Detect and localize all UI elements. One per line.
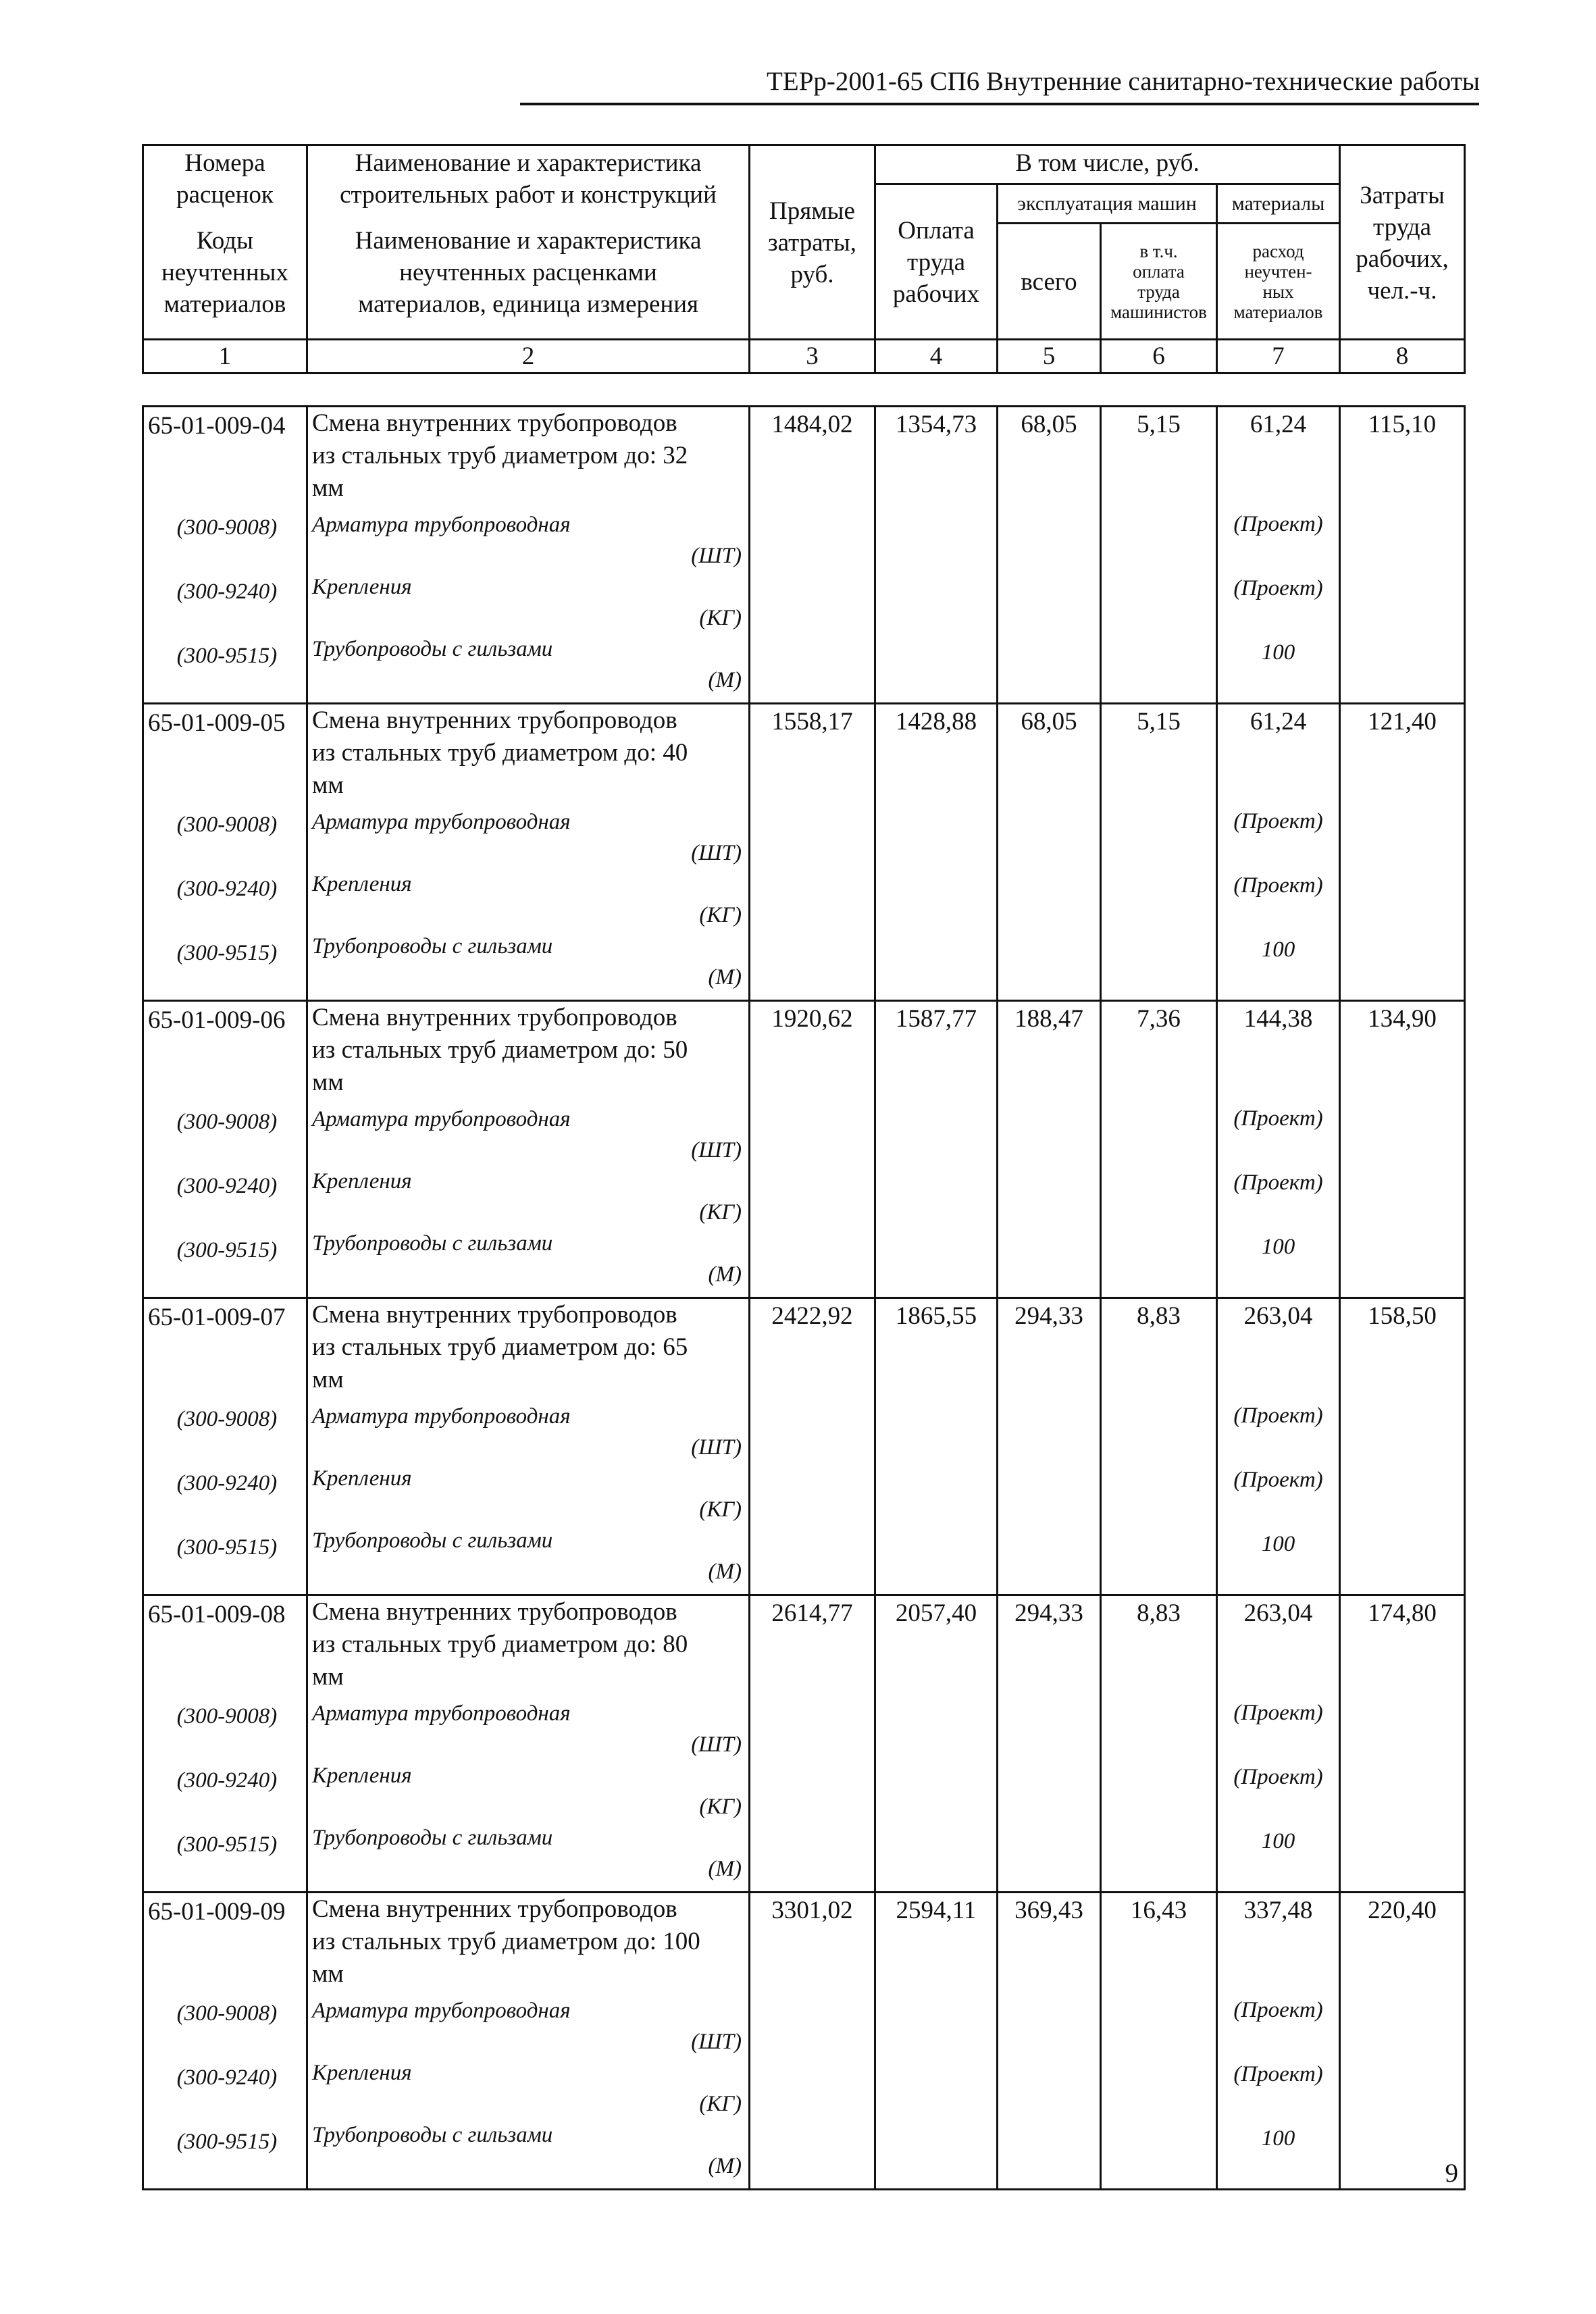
labor-pay: 1354,73 xyxy=(895,411,977,438)
head-col1-bottom-line2: неучтенных xyxy=(161,258,288,286)
rate-name xyxy=(312,1893,742,1993)
labor-hours-cell xyxy=(1340,704,1465,1001)
labor-pay: 2594,11 xyxy=(896,1897,977,1924)
labor-hours: 174,80 xyxy=(1368,1599,1437,1627)
head-col1-top xyxy=(143,145,307,224)
material-unit: (ШТ) xyxy=(691,1732,742,1757)
material-code: (300-9240) xyxy=(176,1471,278,1495)
direct-costs-cell xyxy=(750,1893,875,2190)
materials-cost-cell xyxy=(1217,1001,1340,1298)
rate-name-line: Смена внутренних трубопроводов xyxy=(312,1598,677,1626)
material-line xyxy=(312,1696,742,1758)
head-col6-line3: труда xyxy=(1137,281,1180,302)
rate-name xyxy=(312,407,742,507)
material-line xyxy=(312,2117,742,2180)
material-line xyxy=(312,1461,742,1523)
head-col3-line3: руб. xyxy=(790,261,834,288)
head-num-5: 5 xyxy=(998,340,1101,374)
operators-pay-cell xyxy=(1101,1001,1217,1298)
direct-costs: 1558,17 xyxy=(771,708,853,736)
table-row xyxy=(143,1893,1465,2190)
material-name: Крепления xyxy=(312,872,412,896)
material-line xyxy=(312,804,742,867)
material-code: (300-9008) xyxy=(176,1704,278,1728)
materials-cost: 337,48 xyxy=(1243,1897,1313,1924)
machines-total-cell xyxy=(998,704,1101,1001)
material-line xyxy=(312,1758,742,1820)
material-name: Крепления xyxy=(312,2061,412,2085)
rate-description-cell xyxy=(307,1893,750,2190)
rate-description-cell xyxy=(307,1595,750,1893)
operators-pay: 5,15 xyxy=(1137,411,1181,438)
head-col3-line1: Прямые xyxy=(769,197,855,225)
material-unit: (КГ) xyxy=(699,2092,742,2116)
material-value: (Проект) xyxy=(1233,1171,1323,1195)
rate-code: 65-01-009-08 xyxy=(148,1601,286,1628)
head-num-7: 7 xyxy=(1217,340,1340,374)
direct-costs-cell xyxy=(750,1595,875,1893)
operators-pay-cell xyxy=(1101,1298,1217,1595)
labor-hours: 121,40 xyxy=(1368,708,1437,736)
head-col2-bottom-line2: неучтенных расценками xyxy=(399,258,657,286)
material-value: (Проект) xyxy=(1233,809,1323,833)
material-value: (Проект) xyxy=(1233,1106,1323,1131)
direct-costs: 2614,77 xyxy=(771,1599,853,1627)
head-col1-top-line1: Номера xyxy=(184,149,265,177)
head-col1-bottom-line1: Коды xyxy=(197,226,253,255)
material-code: (300-9240) xyxy=(176,1174,278,1198)
head-including: В том числе, руб. xyxy=(875,145,1340,184)
operators-pay: 5,15 xyxy=(1137,708,1181,736)
machines-total: 294,33 xyxy=(1014,1599,1083,1627)
head-col6-line2: оплата xyxy=(1133,261,1185,282)
material-value: (Проект) xyxy=(1233,1404,1323,1428)
labor-pay: 1587,77 xyxy=(895,1005,977,1033)
material-line xyxy=(312,569,742,632)
head-col2-top xyxy=(307,145,750,224)
direct-costs-cell xyxy=(750,407,875,704)
rate-description-cell xyxy=(307,1298,750,1595)
material-line xyxy=(312,1993,742,2055)
direct-costs: 2422,92 xyxy=(771,1302,853,1330)
head-col5: всего xyxy=(998,224,1101,340)
labor-pay: 1428,88 xyxy=(895,708,977,736)
material-unit: (КГ) xyxy=(699,903,742,927)
material-line xyxy=(312,1164,742,1226)
rate-code: 65-01-009-07 xyxy=(148,1304,286,1331)
head-num-1: 1 xyxy=(143,340,307,374)
material-value: 100 xyxy=(1261,1235,1295,1259)
operators-pay-cell xyxy=(1101,407,1217,704)
head-col8-line3: рабочих, xyxy=(1356,245,1449,273)
material-unit: (М) xyxy=(708,965,742,989)
material-unit: (М) xyxy=(708,1262,742,1287)
material-line xyxy=(312,929,742,991)
material-code: (300-9515) xyxy=(176,644,278,668)
machines-total: 369,43 xyxy=(1014,1897,1083,1924)
material-line xyxy=(312,1523,742,1585)
rate-code: 65-01-009-04 xyxy=(148,412,286,440)
labor-hours: 158,50 xyxy=(1368,1302,1437,1330)
materials-cost: 61,24 xyxy=(1250,708,1307,736)
operators-pay: 8,83 xyxy=(1137,1302,1181,1330)
material-line xyxy=(312,1820,742,1882)
labor-pay-cell xyxy=(875,407,998,704)
machines-total-cell xyxy=(998,1893,1101,2190)
direct-costs: 1920,62 xyxy=(771,1005,853,1033)
material-unit: (М) xyxy=(708,1857,742,1881)
head-col4-line1: Оплата xyxy=(898,217,975,245)
table-row xyxy=(143,704,1465,1001)
materials-cost-cell xyxy=(1217,1595,1340,1893)
rate-name-line: из стальных труб диаметром до: 65 xyxy=(312,1333,688,1361)
material-unit: (КГ) xyxy=(699,1497,742,1522)
rate-code: 65-01-009-05 xyxy=(148,709,286,737)
labor-pay-cell xyxy=(875,1001,998,1298)
material-code: (300-9240) xyxy=(176,877,278,901)
header-rule xyxy=(520,103,1479,105)
head-col3-line2: затраты, xyxy=(768,229,856,257)
rate-description-cell xyxy=(307,1001,750,1298)
materials-cost-cell xyxy=(1217,1298,1340,1595)
rate-code-cell xyxy=(143,1893,307,2190)
rate-code-cell xyxy=(143,1001,307,1298)
head-machines: эксплуатация машин xyxy=(998,184,1217,224)
machines-total: 68,05 xyxy=(1021,411,1077,438)
table-row xyxy=(143,1595,1465,1893)
material-code: (300-9008) xyxy=(176,1407,278,1431)
labor-pay-cell xyxy=(875,1893,998,2190)
head-col8-line4: чел.-ч. xyxy=(1367,276,1437,305)
rate-name-line: мм xyxy=(312,474,344,502)
material-name: Трубопроводы с гильзами xyxy=(312,1231,553,1256)
materials-cost-cell xyxy=(1217,407,1340,704)
material-value: (Проект) xyxy=(1233,2062,1323,2086)
rate-name-line: Смена внутренних трубопроводов xyxy=(312,1895,677,1923)
head-col6 xyxy=(1101,224,1217,340)
materials-cost: 263,04 xyxy=(1243,1599,1313,1627)
rate-name-line: Смена внутренних трубопроводов xyxy=(312,706,677,734)
material-code: (300-9008) xyxy=(176,515,278,540)
document-title: ТЕРр-2001-65 СП6 Внутренние санитарно-технические работы xyxy=(767,67,1480,96)
machines-total: 294,33 xyxy=(1014,1302,1083,1330)
material-value: 100 xyxy=(1261,1829,1295,1853)
material-code: (300-9515) xyxy=(176,2130,278,2154)
table-row xyxy=(143,407,1465,704)
material-unit: (КГ) xyxy=(699,1200,742,1225)
rate-name-line: из стальных труб диаметром до: 32 xyxy=(312,442,688,469)
material-unit: (М) xyxy=(708,1560,742,1584)
machines-total: 68,05 xyxy=(1021,708,1077,736)
materials-cost-cell xyxy=(1217,704,1340,1001)
material-value: (Проект) xyxy=(1233,512,1323,536)
rate-name-line: мм xyxy=(312,1960,344,1988)
operators-pay: 7,36 xyxy=(1137,1005,1181,1033)
head-col2-top-line1: Наименование и характеристика xyxy=(355,149,702,177)
head-num-2: 2 xyxy=(307,340,750,374)
head-col4-line3: рабочих xyxy=(892,280,980,308)
material-value: 100 xyxy=(1261,2126,1295,2151)
head-col1-top-line2: расценок xyxy=(176,181,274,209)
materials-cost: 144,38 xyxy=(1243,1005,1313,1033)
labor-hours-cell xyxy=(1340,1595,1465,1893)
rate-code: 65-01-009-09 xyxy=(148,1898,286,1926)
rate-name-line: из стальных труб диаметром до: 50 xyxy=(312,1036,688,1064)
rate-name xyxy=(312,1596,742,1696)
head-col7-line2: неучтен- xyxy=(1244,261,1312,282)
head-col2-bottom-line1: Наименование и характеристика xyxy=(355,226,702,255)
material-code: (300-9240) xyxy=(176,2065,278,2090)
head-materials: материалы xyxy=(1217,184,1340,224)
material-unit: (ШТ) xyxy=(691,544,742,568)
material-value: 100 xyxy=(1261,640,1295,665)
rate-name xyxy=(312,704,742,804)
head-col3 xyxy=(750,145,875,340)
rate-name-line: Смена внутренних трубопроводов xyxy=(312,409,677,437)
rate-name xyxy=(312,1299,742,1399)
head-num-3: 3 xyxy=(750,340,875,374)
material-code: (300-9515) xyxy=(176,1238,278,1262)
material-value: (Проект) xyxy=(1233,1701,1323,1725)
material-value: (Проект) xyxy=(1233,873,1323,898)
material-unit: (ШТ) xyxy=(691,841,742,865)
material-code: (300-9240) xyxy=(176,580,278,604)
labor-hours: 115,10 xyxy=(1368,411,1437,438)
operators-pay-cell xyxy=(1101,1595,1217,1893)
material-name: Крепления xyxy=(312,1169,412,1193)
labor-hours-cell xyxy=(1340,1298,1465,1595)
rate-name-line: Смена внутренних трубопроводов xyxy=(312,1301,677,1329)
material-value: 100 xyxy=(1261,937,1295,962)
machines-total-cell xyxy=(998,1001,1101,1298)
head-col4 xyxy=(875,184,998,340)
material-name: Трубопроводы с гильзами xyxy=(312,2123,553,2147)
head-col8 xyxy=(1340,145,1465,340)
material-unit: (ШТ) xyxy=(691,1435,742,1460)
material-name: Арматура трубопроводная xyxy=(312,513,571,537)
labor-hours: 220,40 xyxy=(1368,1897,1437,1924)
head-col1-bottom xyxy=(143,224,307,340)
direct-costs-cell xyxy=(750,1001,875,1298)
table-row xyxy=(143,1298,1465,1595)
material-line xyxy=(312,2055,742,2117)
rate-code-cell xyxy=(143,1298,307,1595)
material-line xyxy=(312,632,742,694)
material-name: Трубопроводы с гильзами xyxy=(312,1826,553,1850)
material-name: Трубопроводы с гильзами xyxy=(312,934,553,958)
materials-cost-cell xyxy=(1217,1893,1340,2190)
operators-pay: 16,43 xyxy=(1130,1897,1187,1924)
head-num-4: 4 xyxy=(875,340,998,374)
material-name: Крепления xyxy=(312,575,412,599)
material-code: (300-9515) xyxy=(176,1832,278,1857)
material-unit: (ШТ) xyxy=(691,1138,742,1162)
machines-total-cell xyxy=(998,1595,1101,1893)
materials-cost: 61,24 xyxy=(1250,411,1307,438)
material-value: (Проект) xyxy=(1233,1468,1323,1492)
head-col7-line4: материалов xyxy=(1233,301,1323,322)
table-header xyxy=(142,144,1466,374)
head-num-8: 8 xyxy=(1340,340,1465,374)
labor-pay: 1865,55 xyxy=(895,1302,977,1330)
rate-code: 65-01-009-06 xyxy=(148,1006,286,1034)
material-code: (300-9240) xyxy=(176,1768,278,1793)
material-name: Арматура трубопроводная xyxy=(312,1404,571,1429)
material-code: (300-9008) xyxy=(176,2001,278,2026)
head-col7-line3: ных xyxy=(1262,281,1294,302)
material-unit: (М) xyxy=(708,668,742,692)
machines-total-cell xyxy=(998,1298,1101,1595)
head-col4-line2: труда xyxy=(906,249,966,276)
labor-hours-cell xyxy=(1340,1001,1465,1298)
direct-costs: 3301,02 xyxy=(771,1897,853,1924)
material-name: Трубопроводы с гильзами xyxy=(312,1528,553,1553)
rate-code-cell xyxy=(143,704,307,1001)
material-line xyxy=(312,507,742,569)
head-col2-top-line2: строительных работ и конструкций xyxy=(340,181,717,209)
labor-hours-cell xyxy=(1340,1893,1465,2190)
operators-pay-cell xyxy=(1101,1893,1217,2190)
rate-name-line: мм xyxy=(312,1366,344,1393)
rate-name-line: из стальных труб диаметром до: 40 xyxy=(312,739,688,767)
rate-name-line: мм xyxy=(312,1663,344,1691)
rate-description-cell xyxy=(307,704,750,1001)
table-row xyxy=(143,1001,1465,1298)
labor-pay-cell xyxy=(875,1298,998,1595)
material-unit: (ШТ) xyxy=(691,2030,742,2054)
labor-hours: 134,90 xyxy=(1368,1005,1437,1033)
material-name: Арматура трубопроводная xyxy=(312,1701,571,1726)
rate-name-line: мм xyxy=(312,1069,344,1096)
head-col6-line4: машинистов xyxy=(1110,301,1207,322)
rates-table xyxy=(142,405,1466,2190)
material-line xyxy=(312,1399,742,1461)
operators-pay-cell xyxy=(1101,704,1217,1001)
material-name: Арматура трубопроводная xyxy=(312,810,571,834)
material-name: Крепления xyxy=(312,1466,412,1491)
material-line xyxy=(312,1102,742,1164)
rate-name-line: из стальных труб диаметром до: 100 xyxy=(312,1928,700,1955)
labor-hours-cell xyxy=(1340,407,1465,704)
rate-description-cell xyxy=(307,407,750,704)
direct-costs-cell xyxy=(750,704,875,1001)
rate-name-line: Смена внутренних трубопроводов xyxy=(312,1004,677,1031)
material-value: (Проект) xyxy=(1233,1765,1323,1789)
rate-code-cell xyxy=(143,407,307,704)
material-value: (Проект) xyxy=(1233,576,1323,600)
head-col8-line1: Затраты xyxy=(1360,181,1445,209)
material-unit: (КГ) xyxy=(699,606,742,630)
operators-pay: 8,83 xyxy=(1137,1599,1181,1627)
head-col7 xyxy=(1217,224,1340,340)
material-unit: (КГ) xyxy=(699,1795,742,1819)
direct-costs: 1484,02 xyxy=(771,411,853,438)
material-value: (Проект) xyxy=(1233,1998,1323,2022)
rate-name-line: мм xyxy=(312,771,344,799)
rate-code-cell xyxy=(143,1595,307,1893)
head-num-6: 6 xyxy=(1101,340,1217,374)
material-name: Крепления xyxy=(312,1764,412,1788)
material-name: Арматура трубопроводная xyxy=(312,1107,571,1131)
machines-total: 188,47 xyxy=(1014,1005,1083,1033)
material-name: Арматура трубопроводная xyxy=(312,1999,571,2023)
rate-name xyxy=(312,1002,742,1102)
labor-pay: 2057,40 xyxy=(895,1599,977,1627)
page-number: 9 xyxy=(1445,2159,1458,2188)
machines-total-cell xyxy=(998,407,1101,704)
head-col7-line1: расход xyxy=(1252,240,1304,261)
material-code: (300-9515) xyxy=(176,941,278,965)
material-unit: (М) xyxy=(708,2154,742,2178)
material-name: Трубопроводы с гильзами xyxy=(312,637,553,661)
material-code: (300-9008) xyxy=(176,1110,278,1134)
material-code: (300-9515) xyxy=(176,1535,278,1560)
head-col6-line1: в т.ч. xyxy=(1139,240,1178,261)
rate-name-line: из стальных труб диаметром до: 80 xyxy=(312,1630,688,1658)
labor-pay-cell xyxy=(875,704,998,1001)
head-col2-bottom-line3: материалов, единица измерения xyxy=(357,290,699,318)
material-value: 100 xyxy=(1261,1532,1295,1556)
labor-pay-cell xyxy=(875,1595,998,1893)
material-line xyxy=(312,1226,742,1288)
material-line xyxy=(312,867,742,929)
head-col2-bottom xyxy=(307,224,750,340)
materials-cost: 263,04 xyxy=(1243,1302,1313,1330)
material-code: (300-9008) xyxy=(176,813,278,837)
head-col8-line2: труда xyxy=(1372,213,1432,241)
direct-costs-cell xyxy=(750,1298,875,1595)
head-col1-bottom-line3: материалов xyxy=(163,290,286,318)
